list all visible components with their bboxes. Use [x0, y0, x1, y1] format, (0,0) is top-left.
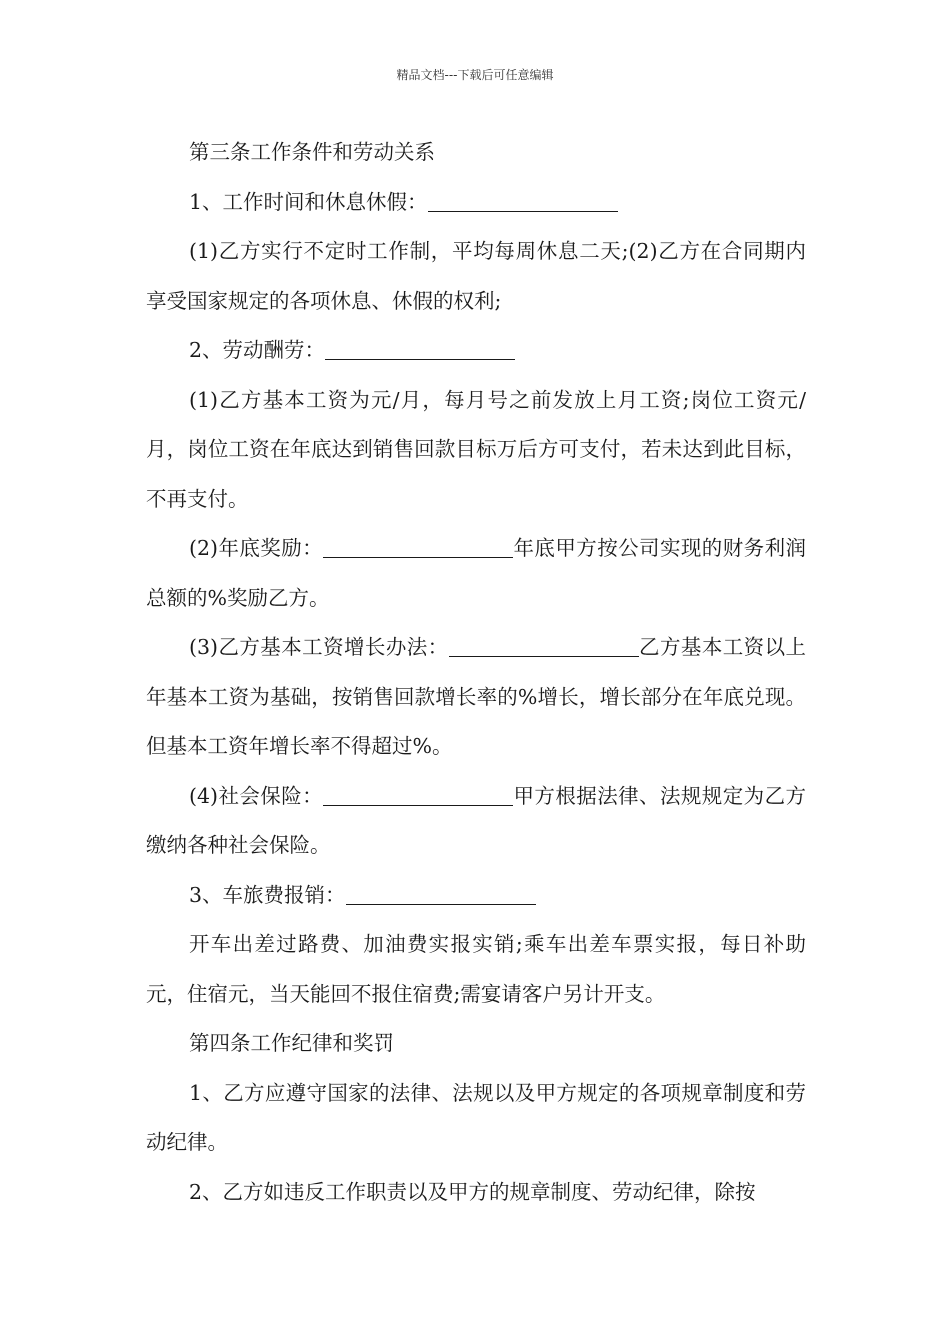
paragraph	[146, 524, 806, 623]
para-text: 年底甲方按公司实现的财务利润总额的%奖励乙方。	[146, 536, 806, 610]
paragraph	[146, 1069, 806, 1168]
fill-in-blank	[323, 556, 513, 558]
para-text: (4)社会保险：	[189, 783, 324, 808]
paragraph	[146, 376, 806, 525]
para-text: (3)乙方基本工资增长办法：	[189, 635, 449, 659]
paragraph	[146, 871, 806, 921]
page-header: 精品文档---下载后可任意编辑	[396, 68, 554, 82]
para-text: 1、乙方应遵守国家的法律、法规以及甲方规定的各项规章制度和劳动纪律。	[146, 1080, 806, 1154]
para-text: (1)乙方基本工资为元/月，每月号之前发放上月工资;岗位工资元/月，岗位工资在年底达到销售回款目标万后方可支付，若未达到此目标，不再支付。	[146, 387, 806, 511]
section-heading	[146, 1019, 806, 1069]
para-text: 2、乙方如违反工作职责以及甲方的规章制度、劳动纪律，除按	[189, 1179, 756, 1204]
para-text: 第三条工作条件和劳动关系	[189, 140, 435, 164]
para-text: 乙方基本工资以上年基本工资为基础，按销售回款增长率的%增长，增长部分在年底兑现。但基本工资年增长率不得超过%。	[146, 635, 807, 758]
fill-in-blank	[323, 804, 513, 806]
paragraph	[146, 326, 806, 376]
para-text: 第四条工作纪律和奖罚	[189, 1031, 394, 1055]
document-body	[146, 128, 806, 1217]
para-text: (2)年底奖励：	[189, 536, 324, 560]
paragraph	[146, 1168, 806, 1218]
para-text: 甲方根据法律、法规规定为乙方缴纳各种社会保险。	[146, 783, 806, 857]
paragraph	[146, 178, 806, 228]
fill-in-blank	[428, 210, 618, 212]
paragraph	[146, 772, 806, 871]
para-text: 2、劳动酬劳：	[189, 338, 326, 362]
para-text: 1、工作时间和休息休假：	[189, 189, 428, 214]
fill-in-blank	[346, 903, 536, 905]
section-heading	[146, 128, 806, 178]
para-text: (1)乙方实行不定时工作制，平均每周休息二天;(2)乙方在合同期内享受国家规定的各项休息、休假的权利;	[146, 239, 806, 313]
para-text: 开车出差过路费、加油费实报实销;乘车出差车票实报，每日补助元，住宿元，当天能回不报住宿费;需宴请客户另计开支。	[146, 932, 806, 1006]
fill-in-blank	[449, 655, 639, 657]
paragraph	[146, 623, 806, 772]
paragraph	[146, 227, 806, 326]
paragraph	[146, 920, 806, 1019]
fill-in-blank	[325, 358, 515, 360]
para-text: 3、车旅费报销：	[189, 882, 346, 907]
